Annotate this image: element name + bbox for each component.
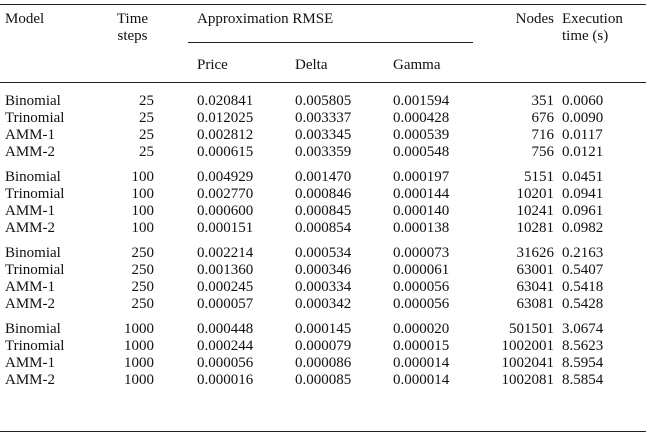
cell-time-steps: 25 [139, 144, 154, 160]
header-nodes: Nodes [515, 11, 554, 27]
cell-price-rmse: 0.000448 [197, 321, 254, 337]
cell-price-rmse: 0.000056 [197, 355, 254, 371]
cell-gamma-rmse: 0.000197 [393, 169, 450, 185]
table-row [0, 161, 644, 186]
cell-price-rmse: 0.004929 [197, 169, 254, 185]
cell-time-steps: 25 [139, 110, 154, 126]
cell-time-steps: 100 [131, 186, 154, 202]
table-row [0, 81, 644, 110]
table-row [0, 279, 644, 296]
cell-model: Trinomial [5, 338, 65, 354]
cell-execution-time: 0.0117 [562, 127, 603, 143]
top-rule [0, 4, 646, 5]
cell-delta-rmse: 0.000334 [295, 279, 352, 295]
cell-time-steps: 100 [131, 203, 154, 219]
cell-delta-rmse: 0.003359 [295, 144, 352, 160]
cell-time-steps: 250 [131, 296, 154, 312]
cell-delta-rmse: 0.000346 [295, 262, 352, 278]
cell-execution-time: 0.0121 [562, 144, 604, 160]
cell-delta-rmse: 0.000145 [295, 321, 352, 337]
cell-delta-rmse: 0.000342 [295, 296, 352, 312]
cell-execution-time: 0.0961 [562, 203, 604, 219]
cell-time-steps: 25 [139, 127, 154, 143]
cell-gamma-rmse: 0.000061 [393, 262, 450, 278]
header-execution-time-line2: time (s) [562, 28, 609, 44]
cell-execution-time: 8.5854 [562, 372, 604, 388]
cell-time-steps: 250 [131, 262, 154, 278]
cell-delta-rmse: 0.000079 [295, 338, 352, 354]
cell-time-steps: 1000 [124, 338, 154, 354]
cell-nodes: 5151 [524, 169, 554, 185]
cell-delta-rmse: 0.001470 [295, 169, 352, 185]
cell-model: AMM-1 [5, 279, 56, 295]
cell-price-rmse: 0.000615 [197, 144, 254, 160]
cell-price-rmse: 0.020841 [197, 93, 254, 109]
cell-model: Binomial [5, 93, 61, 109]
cell-model: AMM-2 [5, 144, 56, 160]
cell-gamma-rmse: 0.000539 [393, 127, 450, 143]
table-row [0, 237, 644, 262]
cell-model: AMM-1 [5, 127, 56, 143]
table-row [0, 262, 644, 279]
cell-model: AMM-1 [5, 203, 56, 219]
cell-delta-rmse: 0.003345 [295, 127, 352, 143]
header-execution-time-line1: Execution [562, 11, 623, 27]
cell-nodes: 1002081 [501, 372, 554, 388]
cell-price-rmse: 0.002812 [197, 127, 254, 143]
cell-execution-time: 0.0090 [562, 110, 604, 126]
cell-nodes: 63001 [516, 262, 554, 278]
cell-execution-time: 3.0674 [562, 321, 604, 337]
header-time-steps [111, 11, 154, 81]
results-table [0, 11, 644, 389]
table-row [0, 220, 644, 237]
cell-gamma-rmse: 0.000056 [393, 296, 450, 312]
cell-model: AMM-2 [5, 220, 56, 236]
cell-model: AMM-1 [5, 355, 56, 371]
cell-delta-rmse: 0.005805 [295, 93, 352, 109]
cell-gamma-rmse: 0.000015 [393, 338, 450, 354]
cell-nodes: 1002041 [501, 355, 554, 371]
header-price: Price [197, 57, 228, 73]
cell-model: Trinomial [5, 110, 65, 126]
cell-gamma-rmse: 0.000140 [393, 203, 450, 219]
table-row [0, 372, 644, 389]
cell-execution-time: 0.0060 [562, 93, 604, 109]
cell-gamma-rmse: 0.000014 [393, 355, 450, 371]
cell-price-rmse: 0.001360 [197, 262, 254, 278]
table-row [0, 296, 644, 313]
cell-nodes: 756 [531, 144, 554, 160]
cell-execution-time: 0.0451 [562, 169, 604, 185]
cell-time-steps: 250 [131, 245, 154, 261]
cell-gamma-rmse: 0.000073 [393, 245, 450, 261]
header-time-steps-line2: steps [117, 28, 148, 44]
header-time-steps-line1: Time [116, 11, 149, 27]
cell-nodes: 63081 [516, 296, 554, 312]
cell-model: AMM-2 [5, 372, 56, 388]
cell-price-rmse: 0.000057 [197, 296, 254, 312]
cell-price-rmse: 0.002770 [197, 186, 254, 202]
cell-price-rmse: 0.012025 [197, 110, 254, 126]
cell-price-rmse: 0.000244 [197, 338, 254, 354]
header-gamma: Gamma [393, 57, 441, 73]
cell-gamma-rmse: 0.000020 [393, 321, 450, 337]
cell-model: Binomial [5, 245, 61, 261]
cell-gamma-rmse: 0.000056 [393, 279, 450, 295]
cell-price-rmse: 0.000016 [197, 372, 254, 388]
cell-time-steps: 250 [131, 279, 154, 295]
table-row [0, 110, 644, 127]
table-row [0, 338, 644, 355]
cell-model: Trinomial [5, 262, 65, 278]
cell-price-rmse: 0.000245 [197, 279, 254, 295]
cell-time-steps: 100 [131, 220, 154, 236]
table-row [0, 203, 644, 220]
cell-price-rmse: 0.002214 [197, 245, 254, 261]
cell-execution-time: 0.0982 [562, 220, 604, 236]
cell-nodes: 31626 [516, 245, 554, 261]
cell-price-rmse: 0.000151 [197, 220, 254, 236]
cell-nodes: 10281 [516, 220, 554, 236]
header-execution-time [562, 11, 644, 81]
cell-time-steps: 1000 [124, 355, 154, 371]
cell-gamma-rmse: 0.001594 [393, 93, 450, 109]
cell-nodes: 63041 [516, 279, 554, 295]
cell-time-steps: 25 [139, 93, 154, 109]
cell-nodes: 716 [531, 127, 554, 143]
cell-execution-time: 0.5428 [562, 296, 604, 312]
cell-model: Binomial [5, 321, 61, 337]
cell-gamma-rmse: 0.000144 [393, 186, 450, 202]
cell-gamma-rmse: 0.000014 [393, 372, 450, 388]
cell-model: Trinomial [5, 186, 65, 202]
cell-execution-time: 8.5623 [562, 338, 604, 354]
cell-delta-rmse: 0.000086 [295, 355, 352, 371]
cell-time-steps: 1000 [124, 321, 154, 337]
cell-nodes: 10201 [516, 186, 554, 202]
cell-gamma-rmse: 0.000548 [393, 144, 450, 160]
cell-execution-time: 0.5407 [562, 262, 604, 278]
cell-execution-time: 0.0941 [562, 186, 604, 202]
cell-delta-rmse: 0.000854 [295, 220, 352, 236]
cell-delta-rmse: 0.000845 [295, 203, 352, 219]
bottom-rule [0, 431, 646, 432]
cell-model: AMM-2 [5, 296, 56, 312]
cell-nodes: 676 [531, 110, 554, 126]
header-row-1 [0, 11, 644, 57]
table-row [0, 355, 644, 372]
cell-execution-time: 0.2163 [562, 245, 604, 261]
header-approximation-rmse: Approximation RMSE [197, 11, 334, 27]
cell-delta-rmse: 0.000846 [295, 186, 352, 202]
cell-nodes: 501501 [509, 321, 554, 337]
table-row [0, 186, 644, 203]
cell-execution-time: 8.5954 [562, 355, 604, 371]
cell-time-steps: 1000 [124, 372, 154, 388]
cell-nodes: 10241 [516, 203, 554, 219]
header-delta: Delta [295, 57, 328, 73]
cell-delta-rmse: 0.003337 [295, 110, 352, 126]
cell-model: Binomial [5, 169, 61, 185]
table-row [0, 127, 644, 144]
cell-delta-rmse: 0.000534 [295, 245, 352, 261]
cell-price-rmse: 0.000600 [197, 203, 254, 219]
cell-gamma-rmse: 0.000428 [393, 110, 450, 126]
cell-delta-rmse: 0.000085 [295, 372, 352, 388]
header-model: Model [5, 11, 45, 27]
cell-nodes: 351 [531, 93, 554, 109]
cell-time-steps: 100 [131, 169, 154, 185]
cell-nodes: 1002001 [501, 338, 554, 354]
table-row [0, 313, 644, 338]
cell-execution-time: 0.5418 [562, 279, 604, 295]
table-row [0, 144, 644, 161]
cell-gamma-rmse: 0.000138 [393, 220, 450, 236]
